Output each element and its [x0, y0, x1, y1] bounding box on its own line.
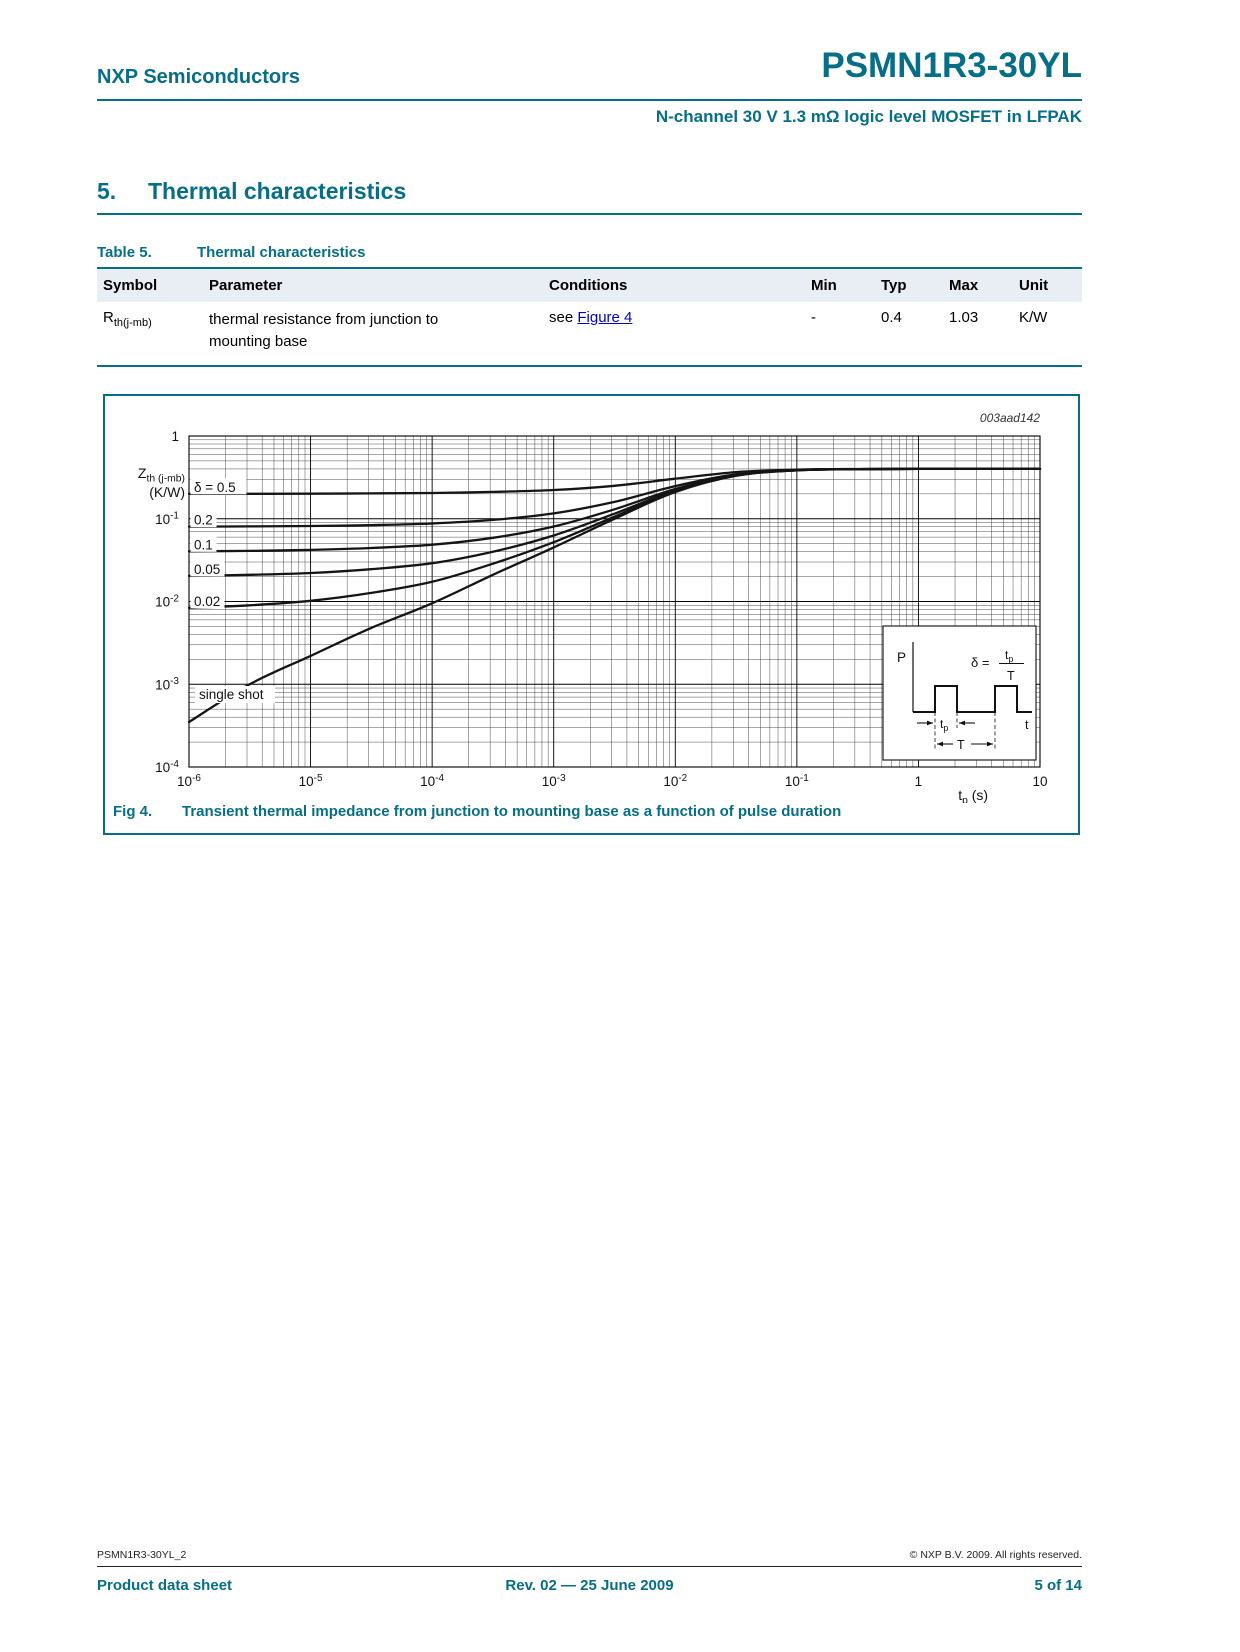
footer-doc-type: Product data sheet — [97, 1577, 233, 1594]
pulse-diagram-inset — [883, 626, 1036, 760]
footer-meta — [97, 1549, 1082, 1561]
svg-text:1: 1 — [914, 774, 923, 789]
footer-revision: Rev. 02 — 25 June 2009 — [505, 1577, 674, 1594]
svg-text:10-3: $10^{-3}$ — [541, 772, 566, 789]
svg-text:P: P — [897, 650, 907, 665]
typ-cell: 0.4 — [881, 309, 902, 326]
symbol-cell — [97, 309, 203, 355]
figure-caption — [105, 803, 1078, 820]
figure-caption-label: Fig 4. — [113, 803, 153, 820]
svg-text:δ = 0.5: δ = 0.5 — [194, 479, 236, 495]
svg-text:single shot: single shot — [199, 687, 264, 702]
curve-0.02 — [189, 469, 1040, 608]
section-title: Thermal characteristics — [148, 178, 407, 204]
svg-text:0.05: 0.05 — [194, 561, 221, 577]
footer-doc-id: PSMN1R3-30YL_2 — [97, 1549, 187, 1561]
vendor-name: NXP Semiconductors — [97, 66, 301, 88]
unit-cell: K/W — [1019, 309, 1048, 326]
conditions-prefix: see — [549, 309, 578, 326]
part-subtitle: N-channel 30 V 1.3 mΩ logic level MOSFET in LFPAK — [655, 107, 1082, 126]
table-header-row — [97, 269, 1082, 302]
section-heading — [97, 178, 406, 205]
footer-page-number: 5 of 14 — [1034, 1577, 1082, 1594]
svg-text:T: T — [1007, 669, 1015, 683]
max-cell: 1.03 — [949, 309, 979, 326]
svg-text:1: 1 — [171, 429, 179, 444]
col-conditions: Conditions — [549, 277, 628, 294]
svg-text:(K/W): (K/W) — [149, 484, 185, 500]
svg-text:10-5: $10^{-5}$ — [298, 772, 323, 789]
col-min: Min — [811, 277, 837, 294]
col-symbol: Symbol — [103, 277, 158, 294]
svg-text:t: t — [1025, 718, 1029, 732]
conditions-cell — [543, 309, 805, 355]
svg-text:tp (s): $t_p$ (s) — [958, 787, 989, 803]
section-number: 5. — [97, 178, 117, 204]
svg-text:10-4: $10^{-4}$ — [155, 758, 179, 775]
header-rule — [97, 99, 1082, 101]
footer-copyright: © NXP B.V. 2009. All rights reserved. — [909, 1549, 1082, 1561]
svg-text:tp: $t_p$ — [940, 717, 949, 734]
thermal-characteristics-table — [97, 267, 1082, 367]
table-caption-title: Thermal characteristics — [197, 244, 366, 261]
svg-text:tp: $t_p$ — [1005, 648, 1014, 665]
svg-text:10-6: $10^{-6}$ — [177, 772, 201, 789]
part-number: PSMN1R3-30YL — [821, 46, 1082, 85]
thermal-impedance-chart — [105, 396, 1078, 803]
figure-4-box — [103, 394, 1080, 835]
svg-text:10-3: $10^{-3}$ — [155, 676, 179, 693]
parameter-cell: thermal resistance from junction to mounting base — [209, 311, 439, 350]
col-unit: Unit — [1019, 277, 1049, 294]
svg-text:10-2: $10^{-2}$ — [155, 593, 179, 610]
section-rule — [97, 213, 1082, 215]
table-caption — [97, 244, 365, 261]
svg-text:10-1: $10^{-1}$ — [155, 510, 179, 527]
col-max: Max — [949, 277, 979, 294]
svg-text:0.1: 0.1 — [194, 537, 213, 553]
svg-text:10-2: $10^{-2}$ — [663, 772, 688, 789]
svg-text:10-4: $10^{-4}$ — [420, 772, 445, 789]
svg-text:10-1: $10^{-1}$ — [784, 772, 809, 789]
svg-text:10: 10 — [1032, 774, 1048, 789]
symbol-base: R — [103, 309, 114, 326]
svg-text:0.02: 0.02 — [194, 593, 221, 609]
svg-text:0.2: 0.2 — [194, 512, 213, 528]
figure-caption-text: Transient thermal impedance from junction to mounting base as a function of pulse duration — [182, 803, 842, 820]
svg-text:T: T — [957, 738, 965, 752]
svg-text:δ =: δ = — [971, 655, 990, 670]
figure-4-link[interactable]: Figure 4 — [577, 309, 633, 326]
svg-text:Zth (j-mb): $Z_{th (j-mb)}$ — [137, 465, 185, 485]
symbol-sub: th(j-mb) — [113, 317, 152, 329]
curve--0.5 — [189, 469, 1040, 494]
axis-titles — [138, 465, 988, 803]
table-caption-label: Table 5. — [97, 244, 152, 261]
curve-0.1 — [189, 469, 1040, 551]
col-parameter: Parameter — [209, 277, 283, 294]
col-typ: Typ — [881, 277, 907, 294]
svg-text:003aad142: 003aad142 — [979, 411, 1040, 425]
table-row — [97, 302, 1082, 365]
min-cell: - — [811, 309, 816, 326]
footer-rule — [97, 1566, 1082, 1567]
